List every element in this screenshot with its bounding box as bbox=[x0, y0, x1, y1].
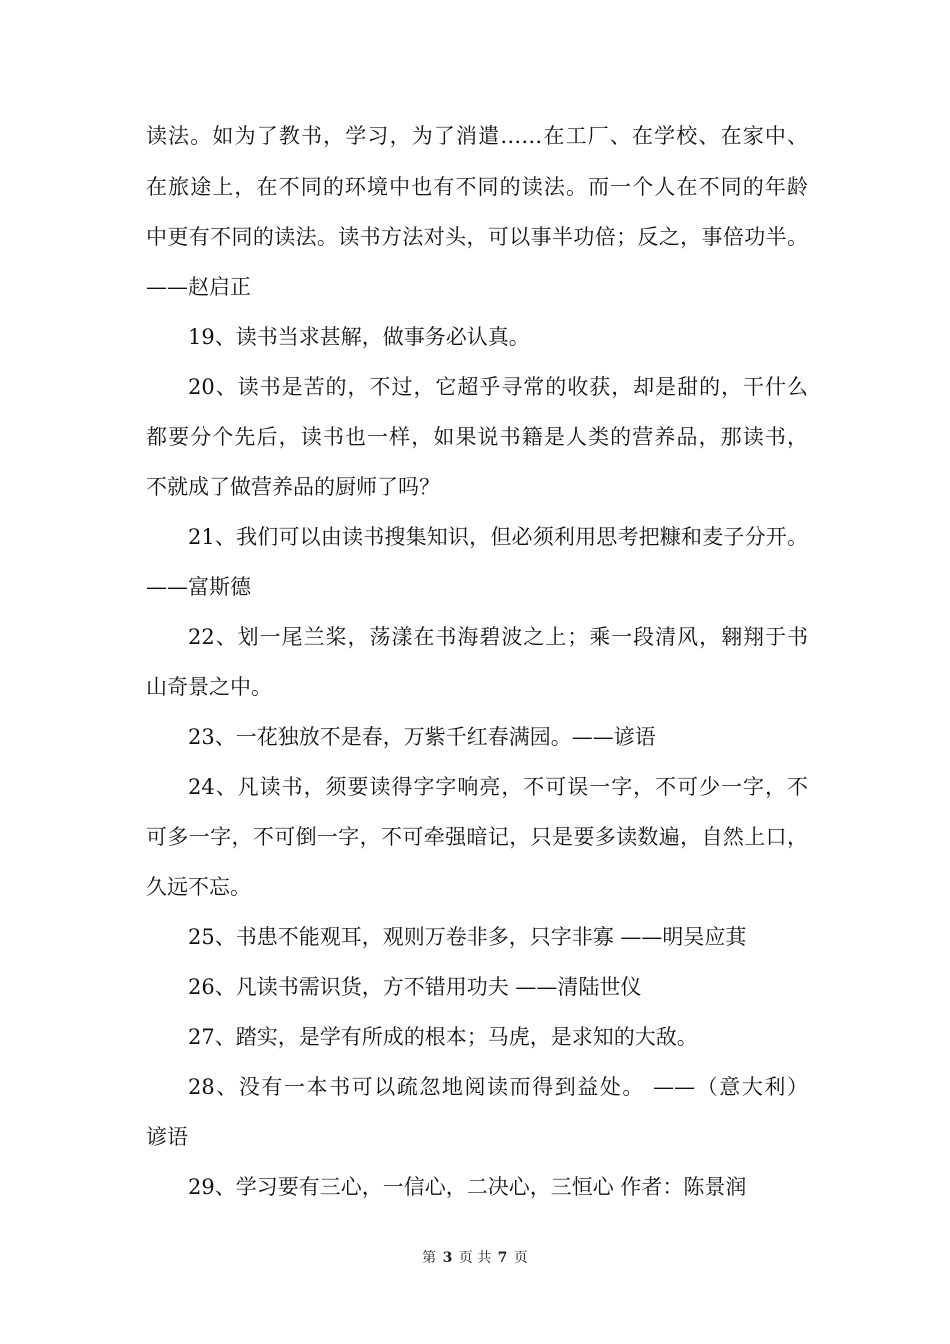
quote-21: 21、我们可以由读书搜集知识，但必须利用思考把糠和麦子分开。 bbox=[188, 525, 808, 549]
quote-29: 29、学习要有三心，一信心，二决心，三恒心 作者：陈景润 bbox=[188, 1175, 747, 1199]
quote-28: 28、没有一本书可以疏忽地阅读而得到益处。 ——（意大利） bbox=[188, 1075, 808, 1099]
author-line: ——赵启正 bbox=[146, 275, 251, 299]
text-line: 山奇景之中。 bbox=[146, 675, 272, 699]
footer-suffix: 页 bbox=[513, 1250, 528, 1266]
quote-27: 27、踏实，是学有所成的根本；马虎，是求知的大敌。 bbox=[188, 1025, 698, 1049]
text-line: 中更有不同的读法。读书方法对头，可以事半功倍；反之，事倍功半。 bbox=[146, 225, 808, 249]
author-line: ——富斯德 bbox=[146, 575, 251, 599]
text-line: 不就成了做营养品的厨师了吗？ bbox=[146, 475, 440, 499]
quote-23: 23、一花独放不是春，万紫千红春满园。——谚语 bbox=[188, 725, 656, 749]
text-line: 谚语 bbox=[146, 1125, 188, 1149]
text-line: 都要分个先后，读书也一样，如果说书籍是人类的营养品，那读书， bbox=[146, 425, 808, 449]
quote-26: 26、凡读书需识货，方不错用功夫 ——清陆世仪 bbox=[188, 975, 642, 999]
quote-20: 20、读书是苦的，不过，它超乎寻常的收获，却是甜的，干什么 bbox=[188, 375, 808, 399]
text-line: 读法。如为了教书，学习，为了消遣……在工厂、在学校、在家中、 bbox=[146, 124, 808, 148]
footer-middle: 页 共 bbox=[458, 1250, 492, 1266]
text-line: 在旅途上，在不同的环境中也有不同的读法。而一个人在不同的年龄 bbox=[146, 175, 808, 199]
quote-19: 19、读书当求甚解，做事务必认真。 bbox=[188, 325, 530, 349]
page-number-footer bbox=[0, 1248, 950, 1268]
footer-prefix: 第 bbox=[422, 1250, 437, 1266]
quote-22: 22、划一尾兰桨，荡漾在书海碧波之上；乘一段清风，翱翔于书 bbox=[188, 625, 808, 649]
text-line: 久远不忘。 bbox=[146, 875, 251, 899]
text-line: 可多一字，不可倒一字，不可牵强暗记，只是要多读数遍，自然上口， bbox=[146, 825, 808, 849]
quote-25: 25、书患不能观耳，观则万卷非多，只字非寡 ——明吴应萁 bbox=[188, 925, 747, 949]
quote-24: 24、凡读书，须要读得字字响亮，不可误一字，不可少一字，不 bbox=[188, 775, 808, 799]
current-page-number: 3 bbox=[442, 1250, 453, 1266]
total-page-number: 7 bbox=[497, 1250, 508, 1266]
